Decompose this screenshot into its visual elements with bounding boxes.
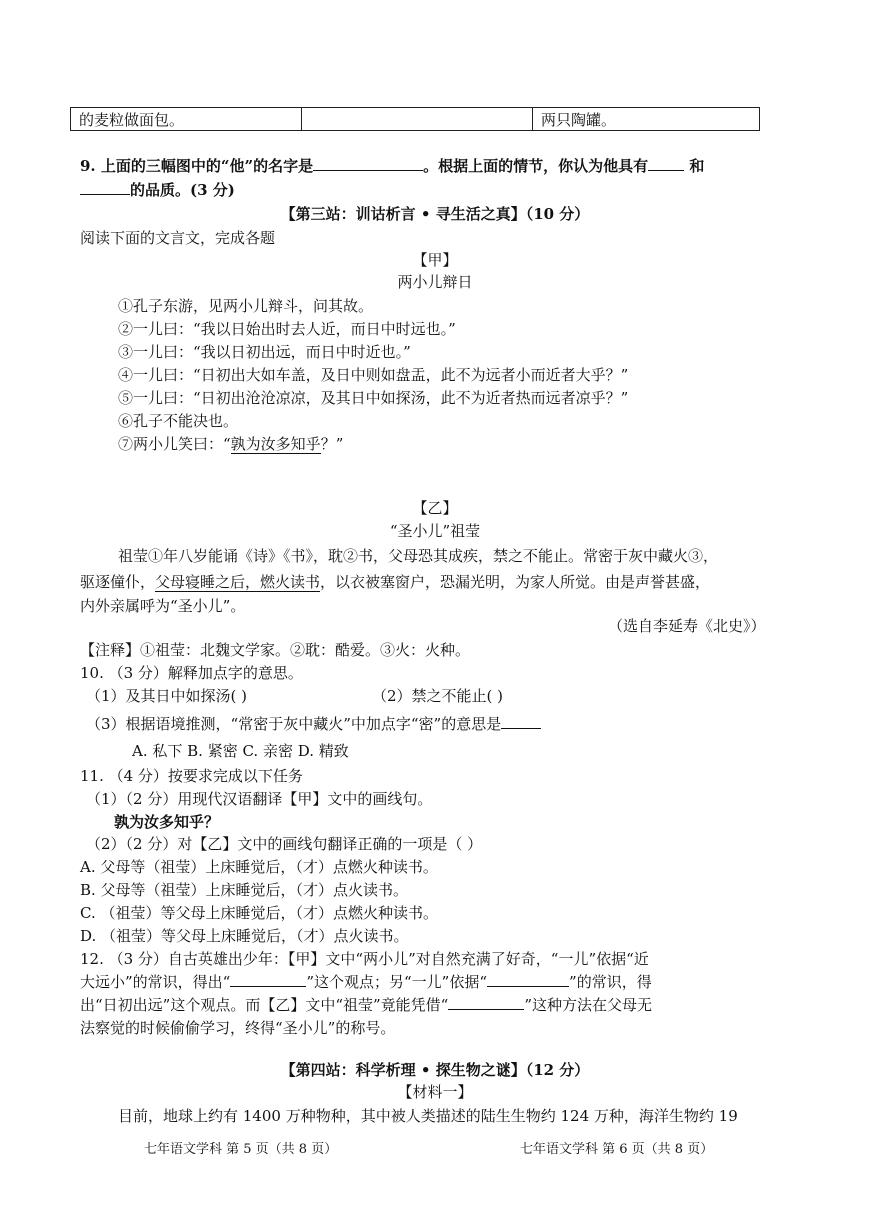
underlined-sentence: 孰为汝多知乎: [230, 435, 321, 453]
answer-blank[interactable]: [80, 180, 130, 195]
text-line: ⑥孔子不能决也。: [118, 412, 239, 430]
option-c: C. （祖莹）等父母上床睡觉后，（才）点燃火种读书。: [80, 904, 438, 922]
text-line: ①孔子东游，见两小儿辩斗，问其故。: [118, 297, 374, 315]
option-b: B. 父母等（祖莹）上床睡觉后，（才）点火读书。: [80, 881, 409, 899]
question-10-item2: （2）禁之不能止( ): [372, 687, 504, 705]
answer-blank[interactable]: [501, 714, 541, 729]
text-line: ④一儿曰：“日初出大如车盖，及日中则如盘盂，此不为远者小而近者大乎？”: [118, 366, 629, 384]
question-10-options: A. 私下 B. 紧密 C. 亲密 D. 精致: [132, 742, 349, 760]
answer-blank[interactable]: [487, 972, 569, 987]
answer-blank[interactable]: [648, 156, 684, 171]
question-11-sentence: 孰为汝多知乎？: [114, 813, 220, 831]
text-label-yi: 【乙】: [412, 499, 458, 517]
text-title-jia: 两小儿辩日: [397, 273, 473, 291]
option-a: A. 父母等（祖莹）上床睡觉后，（才）点燃火种读书。: [80, 858, 438, 876]
table-cell: [302, 108, 533, 131]
section-title: 【第四站：科学析理 • 探生物之谜】（12 分）: [280, 1061, 590, 1079]
text-line: ⑦两小儿笑曰：“孰为汝多知乎？”: [118, 435, 344, 453]
question-10-item1: （1）及其日中如探汤( ): [86, 687, 248, 705]
question-11-sub2: （2）（2 分）对【乙】文中的画线句翻译正确的一项是（ ）: [86, 835, 483, 853]
page-footer-left: 七年语文学科 第 5 页（共 8 页）: [144, 1142, 338, 1157]
option-d: D. （祖莹）等父母上床睡觉后，（才）点火读书。: [80, 927, 409, 945]
text-line: 祖莹①年八岁能诵《诗》《书》，耽②书，父母恐其成疾，禁之不能止。常密于灰中藏火③，: [118, 547, 719, 565]
annotation-notes: 【注释】①祖莹：北魏文学家。②耽：酷爱。③火：火种。: [80, 641, 471, 659]
instruction-text: 阅读下面的文言文，完成各题: [80, 229, 276, 247]
question-12-line4: 法察觉的时候偷偷学习，终得“圣小儿”的称号。: [80, 1019, 396, 1037]
question-12-line1: 12. （3 分）自古英雄出少年：【甲】文中“两小儿”对自然充满了好奇，“一儿”依据“近: [80, 950, 649, 968]
text-line: ③一儿曰：“我以日初出远，而日中时近也。”: [118, 343, 411, 361]
section-title: 【第三站：训诂析言 • 寻生活之真】（10 分）: [280, 205, 590, 223]
answer-blank[interactable]: [448, 995, 524, 1010]
question-12-line3: 出“日初出远”这个观点。而【乙】文中“祖莹”竟能凭借“ ”这种方法在父母无: [80, 996, 653, 1014]
question-10-item3: （3）根据语境推测，“常密于灰中藏火”中加点字“密”的意思是: [86, 714, 541, 734]
paragraph-text: 目前，地球上约有 1400 万种物种，其中被人类描述的陆生生物约 124 万种，海洋生物约 19: [118, 1107, 738, 1125]
table-cell: 的麦粒做面包。: [71, 108, 302, 131]
text-title-yi: “圣小儿”祖莹: [389, 522, 481, 540]
question-11-stem: 11. （4 分）按要求完成以下任务: [80, 767, 303, 785]
source-note: （选自李延寿《北史》）: [608, 617, 766, 635]
question-11-sub1: （1）（2 分）用现代汉语翻译【甲】文中的画线句。: [86, 790, 433, 808]
text-line: ②一儿曰：“我以日始出时去人近，而日中时远也。”: [118, 320, 456, 338]
question-9-line1: 9. 上面的三幅图中的“他”的名字是 。根据上面的情节，你认为他具有 和: [80, 157, 705, 175]
text-line: 内外亲属呼为“圣小儿”。: [80, 597, 246, 615]
question-12-line2: 大远小”的常识，得出“ ”这个观点；另“一儿”依据“ ”的常识，得: [80, 973, 652, 991]
answer-blank[interactable]: [313, 156, 423, 171]
question-9-line2: 的品质。(3 分): [80, 180, 235, 200]
text-label-jia: 【甲】: [412, 251, 458, 269]
text-line: ⑤一儿曰：“日初出沧沧凉凉，及其日中如探汤，此不为近者热而远者凉乎？”: [118, 389, 629, 407]
question-10-stem: 10. （3 分）解释加点字的意思。: [80, 664, 303, 682]
text-line: 驱逐僮仆，父母寝睡之后，燃火读书，以衣被塞窗户，恐漏光明，为家人所觉。由是声誉甚盛，: [80, 573, 711, 591]
table-cell: 两只陶罐。: [533, 108, 760, 131]
table-row: [71, 108, 760, 131]
answer-blank[interactable]: [230, 972, 306, 987]
material-label: 【材料一】: [397, 1083, 473, 1101]
answer-table: [70, 107, 760, 131]
page-footer-right: 七年语文学科 第 6 页（共 8 页）: [520, 1142, 714, 1157]
underlined-sentence: 父母寝睡之后，燃火读书: [155, 573, 321, 591]
